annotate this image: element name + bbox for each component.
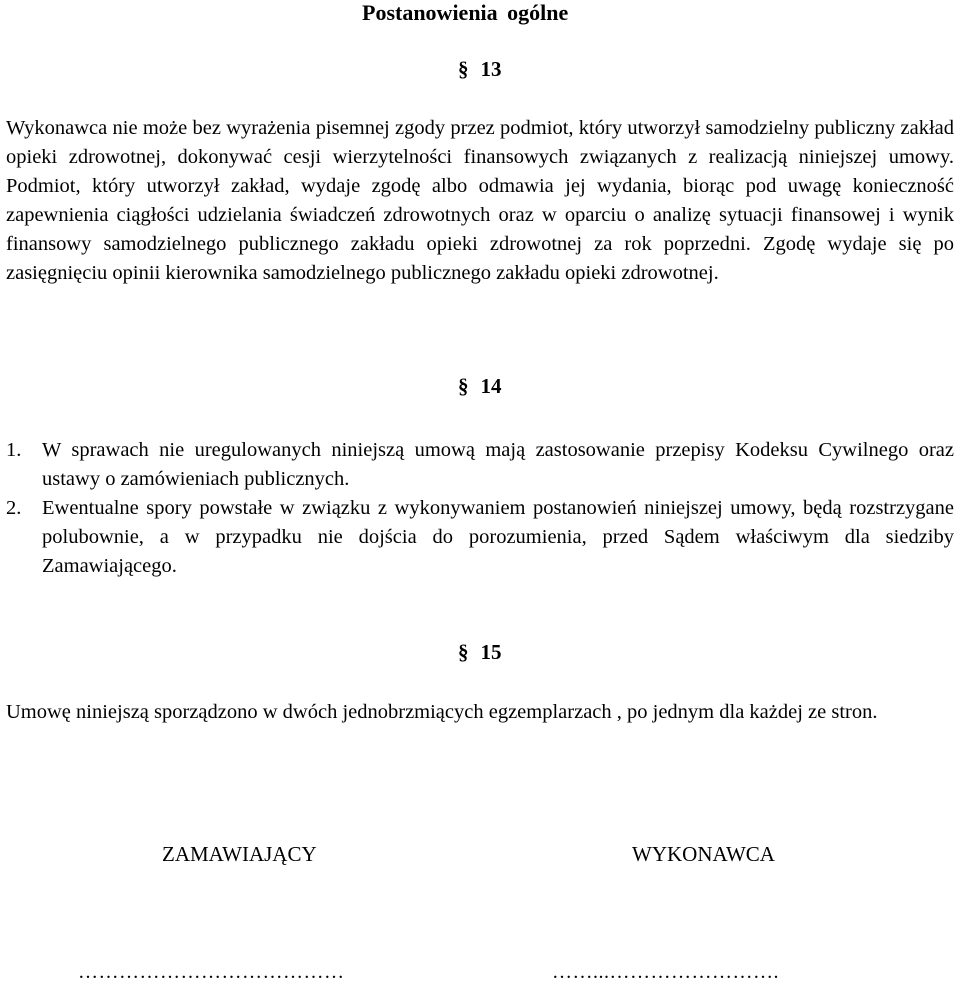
signature-label-wykonawca: WYKONAWCA	[632, 842, 775, 866]
section-14-item-2	[6, 494, 954, 581]
section-number: 13	[480, 57, 502, 81]
section-14-header	[458, 374, 502, 399]
section-symbol: §	[458, 57, 469, 81]
item-marker: 2.	[6, 497, 22, 519]
section-14-item-1	[6, 436, 954, 494]
section-15-paragraph: Umowę niniejszą sporządzono w dwóch jednobrzmiących egzemplarzach , po jednym dla każdej ze stron.	[6, 701, 878, 723]
section-15-header	[458, 640, 502, 665]
section-symbol: §	[458, 374, 469, 398]
section-number: 14	[480, 374, 502, 398]
section-13-paragraph: Wykonawca nie może bez wyrażenia pisemnej zgody przez podmiot, który utworzył samodzielny publiczny zakład opieki zdrowotnej, dokonywać cesji wierzytelności finansowych związanych z realizacją niniejszej umowy. Podmiot, który utworzył zakład, wydaje zgodę albo odmawia jej wydania, biorąc pod uwagę konieczność zapewnienia ciągłości udzielania świadczeń zdrowotnych oraz w oparciu o analizę sytuacji finansowej i wynik finansowy samodzielnego publicznego zakładu opieki zdrowotnej za rok poprzedni. Zgodę wydaje się po zasięgnięciu opinii kierownika samodzielnego publicznego zakładu opieki zdrowotnej.	[6, 117, 954, 284]
section-symbol: §	[458, 640, 469, 664]
section-13-header	[458, 57, 502, 82]
item-marker: 1.	[6, 439, 22, 461]
document-heading: Postanowienia ogólne	[362, 0, 569, 25]
signature-label-zamawiajacy: ZAMAWIAJĄCY	[162, 842, 317, 866]
signature-line-right: ……...…………………….	[552, 961, 779, 983]
item-text: Ewentualne spory powstałe w związku z wykonywaniem postanowień niniejszej umowy, będą rozstrzygane polubownie, a w przypadku nie dojścia do porozumienia, przed Sądem właściwym dla siedziby Zamawiającego.	[42, 497, 954, 577]
section-number: 15	[480, 640, 502, 664]
item-text: W sprawach nie uregulowanych niniejszą umową mają zastosowanie przepisy Kodeksu Cywilnego oraz ustawy o zamówieniach publicznych.	[42, 439, 954, 490]
signature-line-left: …………………………………	[78, 961, 345, 983]
